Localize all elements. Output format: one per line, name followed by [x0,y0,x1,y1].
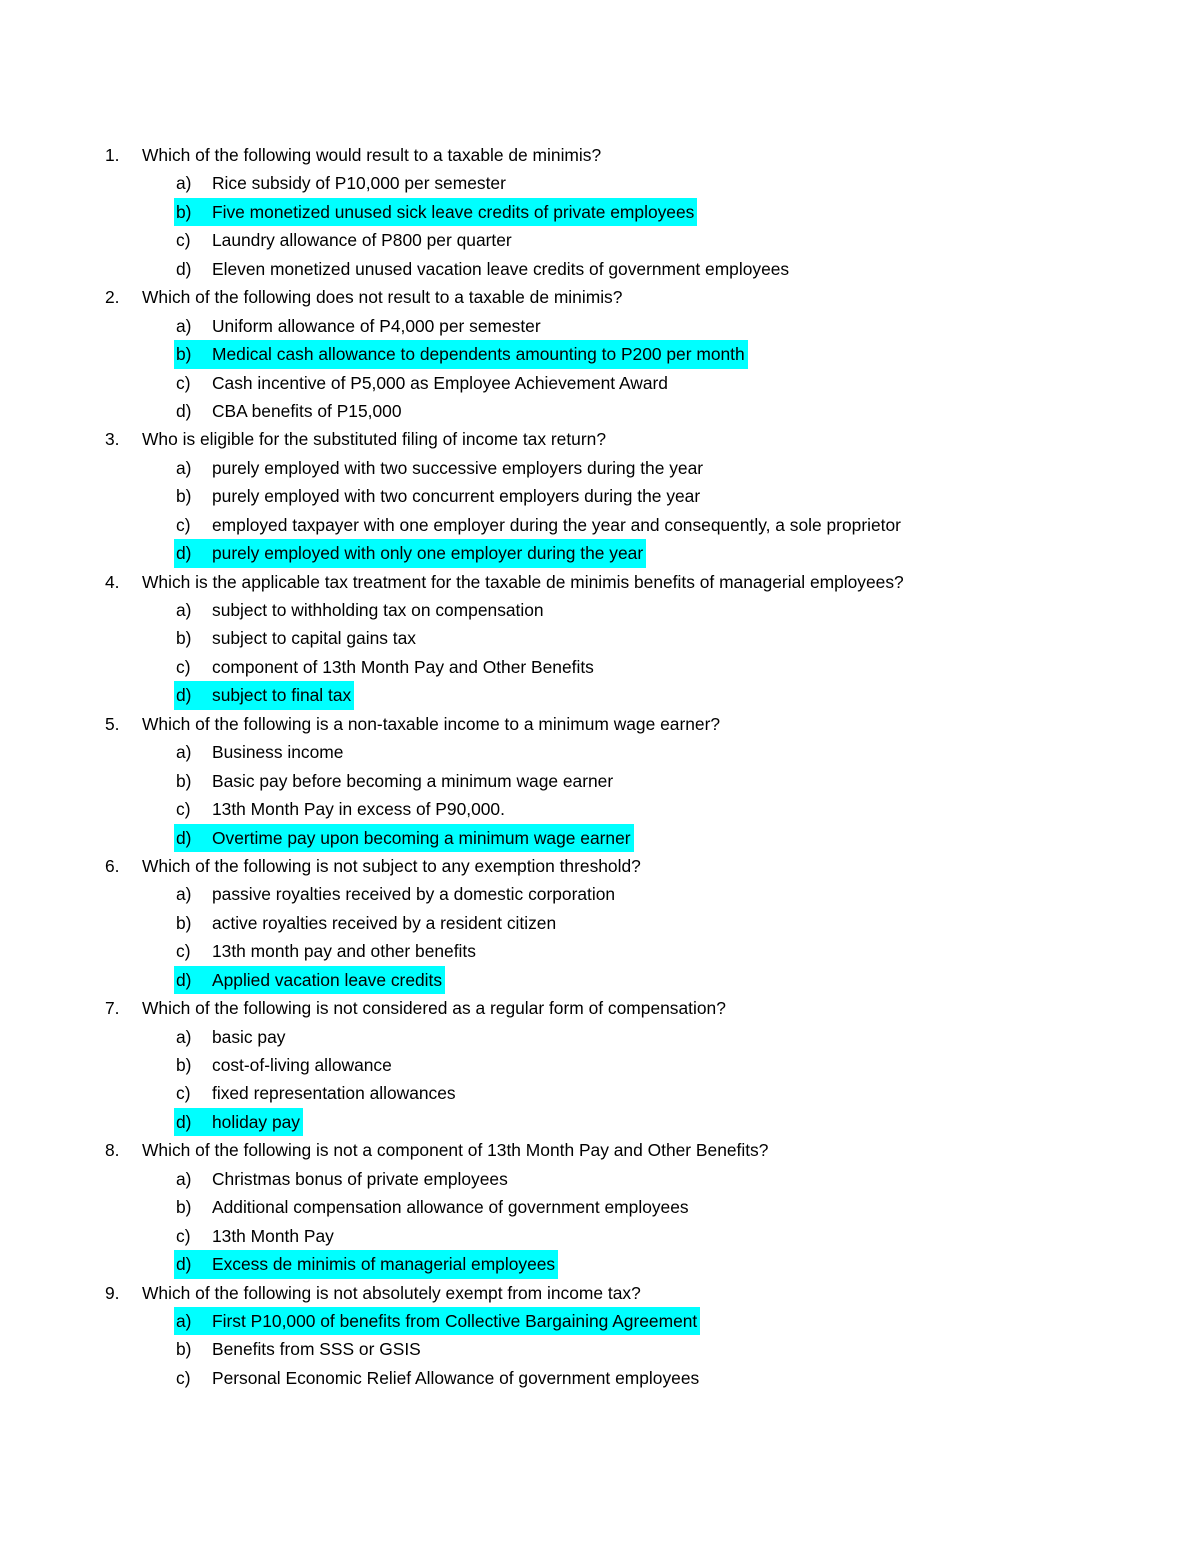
answer-option [0,397,1200,425]
answer-option [0,1165,1200,1193]
option-content [174,653,597,681]
option-content [174,397,405,425]
highlighted-answer [174,966,445,994]
highlighted-answer [174,1108,303,1136]
answer-option [0,369,1200,397]
question-7 [0,994,1200,1022]
option-letter: b) [176,344,192,365]
option-text: active royalties received by a resident citizen [212,912,557,933]
answer-option [0,1023,1200,1051]
answer-option [0,1307,1200,1335]
answer-option [0,767,1200,795]
option-text: Basic pay before becoming a minimum wage earner [212,770,614,791]
answer-option [0,312,1200,340]
question-6 [0,852,1200,880]
answer-option [0,255,1200,283]
highlighted-answer [174,824,634,852]
option-content [174,596,547,624]
option-text: Personal Economic Relief Allowance of government employees [212,1367,700,1388]
option-text: Rice subsidy of P10,000 per semester [212,173,506,194]
option-text: holiday pay [212,1111,300,1132]
option-text: Laundry allowance of P800 per quarter [212,230,512,251]
option-letter: a) [176,1026,192,1047]
option-text: Excess de minimis of managerial employees [212,1254,556,1275]
option-text: passive royalties received by a domestic corporation [212,884,616,905]
question-text: Which of the following would result to a taxable de minimis? [142,145,602,165]
option-letter: d) [176,258,192,279]
option-letter: d) [176,400,192,421]
option-text: 13th Month Pay [212,1225,334,1246]
option-text: component of 13th Month Pay and Other Benefits [212,656,594,677]
option-content [174,767,616,795]
option-content [174,482,703,510]
option-letter: b) [176,770,192,791]
answer-option [0,1250,1200,1278]
option-text: Cash incentive of P5,000 as Employee Achievement Award [212,372,668,393]
option-content [174,255,792,283]
answer-option [0,1193,1200,1221]
option-letter: a) [176,600,192,620]
question-number: 8. [105,1140,120,1161]
answer-option [0,824,1200,852]
answer-option [0,198,1200,226]
option-content [174,369,671,397]
option-letter: b) [176,1055,192,1075]
answer-option [0,482,1200,510]
option-text: purely employed with two successive employers during the year [212,457,704,478]
question-number: 5. [105,713,120,734]
option-content [174,937,479,965]
question-9 [0,1279,1200,1307]
option-content [174,1023,288,1051]
option-letter: b) [176,1339,192,1360]
option-text: basic pay [212,1026,286,1047]
question-5 [0,710,1200,738]
answer-option [0,1364,1200,1392]
option-letter: a) [176,1310,192,1331]
question-number: 7. [105,998,120,1019]
option-letter: c) [176,230,191,251]
answer-option [0,169,1200,197]
option-letter: b) [176,201,192,222]
option-text: Overtime pay upon becoming a minimum wage earner [212,827,631,848]
option-letter: b) [176,1197,192,1218]
question-number: 6. [105,855,120,876]
question-number: 3. [105,429,120,450]
question-text: Which is the applicable tax treatment for the taxable de minimis benefits of managerial employees? [142,571,904,592]
option-content [174,909,559,937]
option-letter: d) [176,543,192,564]
option-content [174,624,419,652]
option-letter: a) [176,315,192,336]
option-content [174,1335,424,1363]
option-text: subject to withholding tax on compensation [212,600,544,620]
option-content [174,1193,692,1221]
option-text: purely employed with only one employer during the year [212,543,644,564]
option-text: 13th Month Pay in excess of P90,000. [212,799,505,820]
option-text: purely employed with two concurrent employers during the year [212,486,701,507]
question-text: Which of the following does not result to a taxable de minimis? [142,287,623,308]
highlighted-answer [174,1250,558,1278]
option-text: Benefits from SSS or GSIS [212,1339,421,1360]
answer-option [0,511,1200,539]
option-content [174,1222,337,1250]
option-text: subject to capital gains tax [212,628,416,649]
answer-option [0,937,1200,965]
question-text: Which of the following is not considered as a regular form of compensation? [142,998,726,1019]
question-2 [0,283,1200,311]
option-letter: c) [176,799,191,820]
option-text: cost-of-living allowance [212,1055,392,1075]
option-text: CBA benefits of P15,000 [212,400,402,421]
option-content [174,454,706,482]
question-text: Which of the following is not subject to any exemption threshold? [142,855,641,876]
answer-option [0,596,1200,624]
option-content [174,1364,702,1392]
option-content [174,1051,395,1079]
option-letter: d) [176,1254,192,1275]
option-content [174,511,904,539]
option-text: Five monetized unused sick leave credits of private employees [212,201,695,222]
option-letter: d) [176,1111,192,1132]
option-text: Eleven monetized unused vacation leave credits of government employees [212,258,790,279]
answer-option [0,909,1200,937]
question-text: Which of the following is not absolutely exempt from income tax? [142,1282,641,1303]
answer-option [0,1079,1200,1107]
option-content [174,312,544,340]
option-letter: c) [176,941,191,962]
option-letter: b) [176,486,192,507]
option-content [174,880,618,908]
option-text: Additional compensation allowance of government employees [212,1197,689,1218]
answer-option [0,1051,1200,1079]
question-4 [0,568,1200,596]
option-text: employed taxpayer with one employer during the year and consequently, a sole proprietor [212,514,901,535]
option-letter: b) [176,912,192,933]
option-content [174,795,508,823]
option-letter: a) [176,742,192,763]
question-number: 4. [105,571,120,592]
highlighted-answer [174,1307,700,1335]
option-content [174,169,509,197]
answer-option [0,624,1200,652]
question-3 [0,425,1200,453]
answer-option [0,738,1200,766]
highlighted-answer [174,198,697,226]
question-number: 1. [105,145,120,165]
answer-option [0,539,1200,567]
answer-option [0,1335,1200,1363]
answer-option [0,681,1200,709]
answer-option [0,226,1200,254]
option-letter: c) [176,656,191,677]
highlighted-answer [174,681,354,709]
option-letter: d) [176,969,192,990]
option-content [174,1079,459,1107]
answer-option [0,454,1200,482]
option-text: Medical cash allowance to dependents amounting to P200 per month [212,344,745,365]
option-text: First P10,000 of benefits from Collective Bargaining Agreement [212,1310,698,1331]
question-1 [0,141,1200,169]
answer-option [0,653,1200,681]
answer-option [0,795,1200,823]
option-letter: a) [176,173,192,194]
question-text: Who is eligible for the substituted filing of income tax return? [142,429,606,450]
option-content [174,226,515,254]
option-text: fixed representation allowances [212,1083,456,1104]
option-text: 13th month pay and other benefits [212,941,476,962]
option-letter: b) [176,628,192,649]
question-number: 9. [105,1282,120,1303]
option-text: Applied vacation leave credits [212,969,443,990]
highlighted-answer [174,340,748,368]
question-number: 2. [105,287,120,308]
option-letter: c) [176,372,191,393]
answer-option [0,880,1200,908]
question-8 [0,1136,1200,1164]
question-text: Which of the following is a non-taxable income to a minimum wage earner? [142,713,721,734]
question-text: Which of the following is not a component of 13th Month Pay and Other Benefits? [142,1140,769,1161]
option-letter: c) [176,1083,191,1104]
option-content [174,1165,511,1193]
option-letter: a) [176,884,192,905]
answer-option [0,966,1200,994]
answer-option [0,340,1200,368]
option-letter: d) [176,685,192,706]
option-text: Uniform allowance of P4,000 per semester [212,315,541,336]
document-page [0,141,1200,1392]
option-text: subject to final tax [212,685,352,706]
option-letter: c) [176,1367,191,1388]
option-letter: a) [176,457,192,478]
option-letter: c) [176,514,191,535]
option-content [174,738,346,766]
option-letter: d) [176,827,192,848]
highlighted-answer [174,539,646,567]
answer-option [0,1222,1200,1250]
option-letter: c) [176,1225,191,1246]
option-letter: a) [176,1168,192,1189]
option-text: Business income [212,742,344,763]
option-text: Christmas bonus of private employees [212,1168,508,1189]
answer-option [0,1108,1200,1136]
